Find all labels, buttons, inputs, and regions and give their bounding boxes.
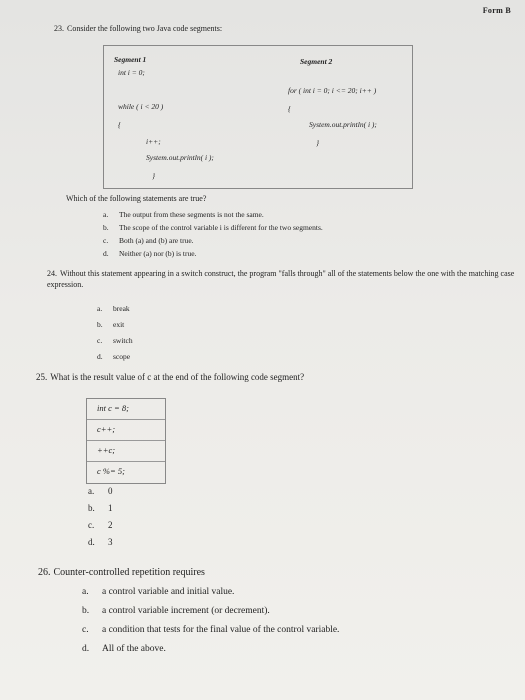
code-segments-box bbox=[103, 45, 413, 189]
segment-2-heading: Segment 2 bbox=[300, 57, 333, 66]
question-24-number: 24. bbox=[47, 269, 57, 278]
seg1-line: } bbox=[152, 171, 155, 180]
q25-option-d: d. 3 bbox=[88, 537, 113, 547]
question-26-text: Counter-controlled repetition requires bbox=[53, 567, 205, 578]
q24-option-d: d. scope bbox=[97, 352, 131, 361]
q23-option-b: b. The scope of the control variable i is different for the two segments. bbox=[103, 223, 323, 232]
seg2-line: { bbox=[288, 104, 291, 113]
seg2-line: } bbox=[316, 138, 319, 147]
question-23-prompt bbox=[54, 24, 222, 33]
seg1-line: i++; bbox=[146, 137, 161, 146]
q25-code-row: c++; bbox=[87, 420, 165, 441]
q23-option-c: c. Both (a) and (b) are true. bbox=[103, 236, 194, 245]
q25-code-row: c %= 5; bbox=[97, 466, 125, 476]
q24-option-c: c. switch bbox=[97, 336, 133, 345]
question-24-prompt bbox=[47, 268, 517, 290]
q26-option-d: d. All of the above. bbox=[82, 644, 166, 654]
segment-1-heading: Segment 1 bbox=[114, 55, 147, 64]
question-23-subprompt: Which of the following statements are true? bbox=[66, 194, 207, 203]
seg1-line: { bbox=[118, 120, 121, 129]
q26-option-c: c. a condition that tests for the final value of the control variable. bbox=[82, 625, 340, 635]
q25-option-a: a. 0 bbox=[88, 486, 113, 496]
q25-code-box bbox=[86, 398, 166, 484]
seg2-line: for ( int i = 0; i <= 20; i++ ) bbox=[288, 86, 377, 95]
q25-code-row: int c = 8; bbox=[87, 399, 165, 420]
seg1-line: while ( i < 20 ) bbox=[118, 102, 164, 111]
question-26-prompt bbox=[38, 567, 205, 578]
seg1-line: System.out.println( i ); bbox=[146, 153, 214, 162]
q25-code-row: ++c; bbox=[87, 441, 165, 462]
seg2-line: System.out.println( i ); bbox=[309, 120, 377, 129]
q26-option-b: b. a control variable increment (or decrement). bbox=[82, 606, 270, 616]
q26-option-a: a. a control variable and initial value. bbox=[82, 587, 235, 597]
q24-option-b: b. exit bbox=[97, 320, 125, 329]
q23-option-d: d. Neither (a) nor (b) is true. bbox=[103, 249, 197, 258]
q25-option-b: b. 1 bbox=[88, 503, 113, 513]
form-label: Form B bbox=[482, 6, 511, 15]
question-24-text: Without this statement appearing in a switch construct, the program "falls through" all of the statements below the one with the matching case expression. bbox=[47, 269, 515, 289]
seg1-line: int i = 0; bbox=[118, 68, 145, 77]
question-23-number: 23. bbox=[54, 24, 64, 33]
question-23-text: Consider the following two Java code segments: bbox=[67, 24, 223, 33]
question-26-number: 26. bbox=[38, 567, 51, 578]
q23-option-a: a. The output from these segments is not the same. bbox=[103, 210, 264, 219]
q25-option-c: c. 2 bbox=[88, 520, 113, 530]
q24-option-a: a. break bbox=[97, 304, 130, 313]
question-25-prompt bbox=[36, 372, 304, 382]
question-25-number: 25. bbox=[36, 372, 48, 382]
question-25-text: What is the result value of c at the end of the following code segment? bbox=[50, 372, 305, 382]
